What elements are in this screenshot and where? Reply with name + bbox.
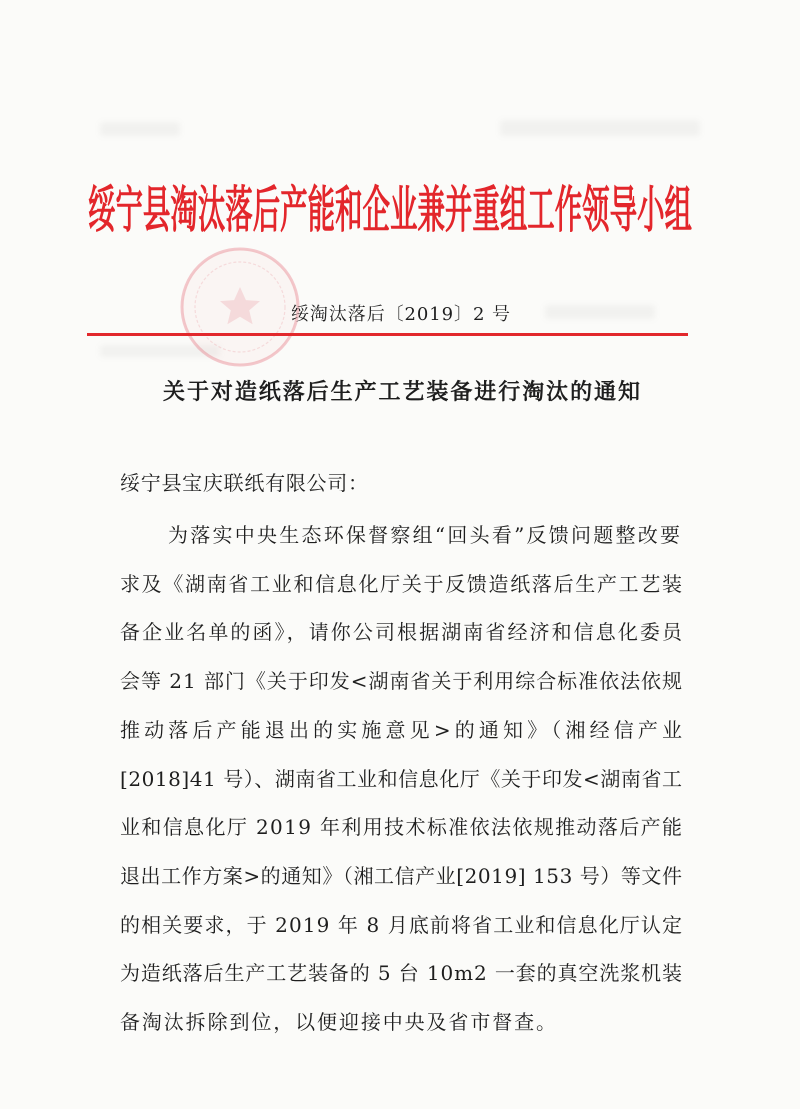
issuer-title bbox=[88, 182, 800, 238]
body-line: 为落实中央生态环保督察组“回头看”反馈问题整改要 bbox=[168, 523, 683, 547]
body-line: 业和信息化厅 2019 年利用技术标准依法依规推动落后产能 bbox=[120, 815, 684, 840]
issuer-title-text: 绥宁县淘汰落后产能和企业兼并重组工作领导小组 bbox=[88, 180, 692, 239]
body-line: 会等 21 部门《关于印发<湖南省关于利用综合标准依法依规 bbox=[120, 669, 683, 694]
document-number bbox=[291, 302, 511, 328]
body-line: 的相关要求，于 2019 年 8 月底前将省工业和信息化厅认定 bbox=[120, 912, 684, 937]
official-seal-icon bbox=[175, 242, 305, 372]
body-line: 备企业名单的函》，请你公司根据湖南省经济和信息化委员 bbox=[120, 620, 685, 645]
body-line: [2018]41 号）、湖南省工业和信息化厅《关于印发<湖南省工 bbox=[120, 766, 683, 791]
body-line: 求及《湖南省工业和信息化厅关于反馈造纸落后生产工艺装 bbox=[120, 571, 684, 596]
body-line: 为造纸落后生产工艺装备的 5 台 10m2 一套的真空洗浆机装 bbox=[120, 961, 683, 986]
notice-title-text: 关于对造纸落后生产工艺装备进行淘汰的通知 bbox=[163, 379, 642, 405]
body-line: 退出工作方案>的通知》（湘工信产业[2019] 153 号）等文件 bbox=[120, 863, 683, 888]
notice-title bbox=[163, 378, 642, 406]
bleed-through-mark bbox=[545, 305, 655, 319]
addressee-text: 绥宁县宝庆联纸有限公司： bbox=[120, 471, 369, 495]
body-line: 推动落后产能退出的实施意见>的通知》（湘经信产业 bbox=[120, 717, 687, 742]
red-header-rule bbox=[87, 333, 688, 336]
body-line-last: 备淘汰拆除到位，以便迎接中央及省市督查。 bbox=[120, 1010, 558, 1034]
document-number-text: 绥淘汰落后〔2019〕2 号 bbox=[291, 304, 511, 325]
bleed-through-mark bbox=[100, 122, 180, 136]
addressee bbox=[120, 459, 369, 508]
bleed-through-mark bbox=[500, 120, 700, 136]
